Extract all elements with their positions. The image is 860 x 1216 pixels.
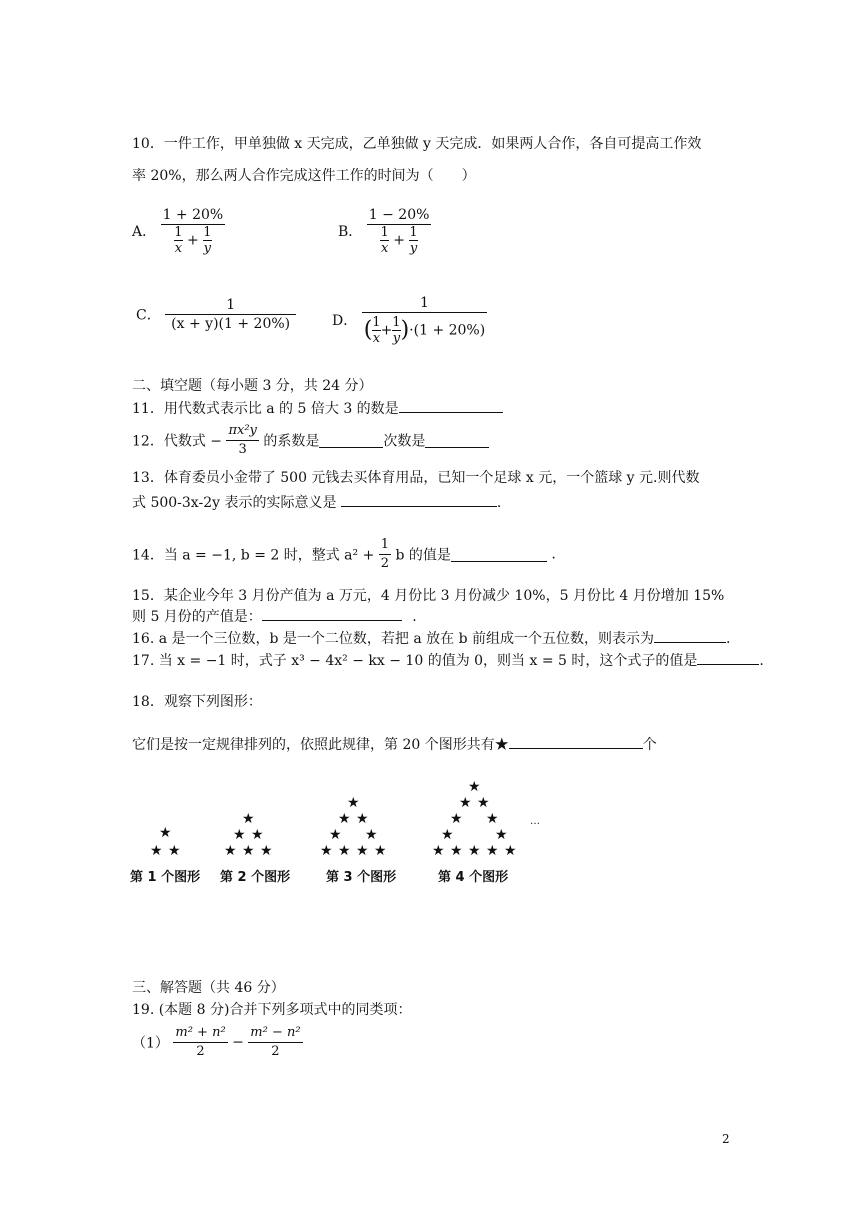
- star: ★: [486, 843, 499, 859]
- q12-denominator: 3: [226, 440, 258, 459]
- q18-text: 它们是按一定规律排列的，依照此规律，第 20 个图形共有★: [132, 737, 509, 753]
- option-c-fraction: [165, 296, 296, 333]
- inv-den: x: [372, 331, 381, 346]
- star: ★: [468, 843, 481, 859]
- inv-num: 1: [392, 315, 401, 330]
- q15-line1: 15．某企业今年 3 月份产值为 a 万元，4 月份比 3 月份减少 10%，5 月份比 4 月份增加 15%: [132, 588, 725, 604]
- q17: [132, 650, 764, 671]
- star: ★: [365, 827, 378, 843]
- figure-label-2: 第 2 个图形: [220, 870, 291, 885]
- q18-answer-blank[interactable]: [509, 734, 643, 749]
- option-c-numerator: 1: [226, 297, 236, 313]
- q13-line2: [132, 492, 501, 513]
- star: ★: [150, 843, 163, 859]
- q12-degree-blank[interactable]: [425, 433, 489, 448]
- q16-text: 16. a 是一个三位数，b 是一个二位数，若把 a 放在 b 前组成一个五位数，则表示为: [132, 631, 655, 647]
- q14-answer-blank[interactable]: [451, 547, 547, 562]
- q17-text: 17. 当 x = −1 时，式子 x³ − 4x² − kx − 10 的值为 0，则当 x = 5 时，这个式子的值是: [132, 653, 698, 669]
- q13-text: 式 500-3x-2y 表示的实际意义是: [132, 495, 337, 511]
- q16-answer-blank[interactable]: [654, 628, 726, 643]
- inv-den: y: [203, 241, 212, 256]
- plus-sign: +: [393, 232, 405, 249]
- option-b: [338, 206, 431, 256]
- option-a-label: A．: [132, 224, 157, 240]
- star: ★: [504, 843, 517, 859]
- star: ★: [450, 843, 463, 859]
- star: ★: [450, 811, 463, 827]
- star-figures: [128, 780, 538, 886]
- q14-numerator: 1: [380, 537, 390, 552]
- q16-period: .: [726, 631, 731, 647]
- q19-numerator-1: m² + n²: [175, 1025, 226, 1040]
- minus-sign: −: [232, 1034, 244, 1051]
- option-d-tail: ·(1 + 20%): [409, 322, 486, 339]
- star: ★: [338, 811, 351, 827]
- star: ★: [338, 843, 351, 859]
- option-c: [136, 296, 296, 333]
- q14-period: .: [551, 546, 556, 563]
- option-a-denominator: [161, 224, 226, 256]
- option-c-denominator: (x + y)(1 + 20%): [165, 314, 296, 333]
- inv-den: x: [380, 241, 389, 256]
- star: ★: [320, 843, 333, 859]
- q19-part1: [132, 1024, 303, 1061]
- q13-answer-blank[interactable]: [341, 492, 497, 507]
- option-a: [132, 206, 225, 256]
- inv-num: 1: [380, 225, 389, 240]
- option-d-numerator: 1: [419, 295, 429, 311]
- q10-line2: 率 20%，那么两人合作完成这件工作的时间为（ ）: [132, 168, 476, 184]
- inv-den: y: [409, 241, 418, 256]
- page-number: 2: [722, 1132, 730, 1146]
- q19-fraction-2: [248, 1024, 302, 1061]
- section-3-title: 三、解答题（共 46 分）: [132, 980, 285, 996]
- star: ★: [459, 795, 472, 811]
- q12-prefix: 12．代数式 −: [132, 433, 222, 450]
- inv-den: x: [174, 241, 183, 256]
- q17-period: .: [759, 653, 764, 669]
- q12-degree-label: 次数是: [383, 433, 426, 450]
- option-b-fraction: [367, 206, 432, 256]
- option-a-numerator: 1 + 20%: [162, 207, 224, 223]
- star: ★: [356, 811, 369, 827]
- q13-line1: 13．体育委员小金带了 500 元钱去买体育用品，已知一个足球 x 元，一个篮球 y 元.则代数: [132, 470, 700, 486]
- option-d-fraction: [362, 294, 488, 346]
- q12: [132, 422, 489, 459]
- option-c-label: C．: [136, 307, 161, 324]
- q12-coefficient-label: 的系数是: [263, 433, 320, 450]
- q19-numerator-2: m² − n²: [250, 1025, 301, 1040]
- figure-label-3: 第 3 个图形: [326, 870, 397, 885]
- star: ★: [242, 811, 255, 827]
- option-b-numerator: 1 − 20%: [368, 207, 430, 223]
- star: ★: [441, 827, 454, 843]
- q14: [132, 536, 556, 573]
- q15-period: .: [412, 609, 417, 625]
- q12-numerator: πx²y: [228, 423, 257, 438]
- q17-answer-blank[interactable]: [697, 650, 759, 665]
- q12-coefficient-blank[interactable]: [319, 433, 383, 448]
- q19-denominator-2: 2: [248, 1042, 302, 1061]
- q14-suffix: b 的值是: [395, 547, 451, 564]
- q19-text: 19. (本题 8 分)合并下列多项式中的同类项：: [132, 1002, 412, 1018]
- q14-denominator: 2: [380, 556, 390, 571]
- q18-title: 18．观察下列图形：: [132, 694, 262, 710]
- q19-fraction-1: [173, 1024, 227, 1061]
- q15-text: 则 5 月份的产值是：: [132, 609, 262, 625]
- plus-sign: +: [187, 232, 199, 249]
- q18-line2: [132, 734, 657, 755]
- option-b-label: B．: [338, 224, 363, 240]
- option-d-label: D．: [332, 313, 358, 329]
- inv-num: 1: [409, 225, 418, 240]
- q15-answer-blank[interactable]: [262, 606, 402, 621]
- star: ★: [356, 843, 369, 859]
- option-d-denominator: ( $\frac{1}{x}$ + $\frac{1}{y}$ )·(1 + 20%): [362, 312, 488, 346]
- q14-fraction: [379, 536, 391, 573]
- inv-num: 1: [372, 315, 381, 330]
- q12-fraction: [226, 422, 258, 459]
- star: ★: [495, 827, 508, 843]
- q11: [132, 398, 503, 419]
- option-d: [332, 294, 487, 346]
- plus-sign: +: [380, 322, 393, 339]
- star: ★: [260, 843, 273, 859]
- figure-label-4: 第 4 个图形: [438, 870, 509, 885]
- q19-part1-label: （1）: [132, 1035, 169, 1052]
- ellipsis: …: [530, 816, 540, 827]
- q11-text: 11．用代数式表示比 a 的 5 倍大 3 的数是: [132, 401, 399, 417]
- star: ★: [468, 779, 481, 795]
- inv-num: 1: [174, 225, 183, 240]
- star: ★: [329, 827, 342, 843]
- star: ★: [168, 843, 181, 859]
- star: ★: [486, 811, 499, 827]
- option-a-fraction: [161, 206, 226, 256]
- inv-num: 1: [203, 225, 212, 240]
- star: ★: [374, 843, 387, 859]
- star: ★: [224, 843, 237, 859]
- option-b-denominator: [367, 224, 432, 256]
- q18-unit: 个: [642, 737, 657, 753]
- q13-period: .: [496, 495, 502, 511]
- q16: [132, 628, 731, 649]
- star: ★: [242, 843, 255, 859]
- star: ★: [347, 795, 360, 811]
- star: ★: [432, 843, 445, 859]
- star: ★: [233, 827, 246, 843]
- q15-line2: [132, 606, 417, 627]
- figure-label-1: 第 1 个图形: [130, 870, 201, 885]
- q14-prefix: 14．当 a = −1, b = 2 时，整式 a² +: [132, 547, 375, 564]
- star: ★: [477, 795, 490, 811]
- section-2-title: 二、填空题（每小题 3 分，共 24 分）: [132, 378, 373, 394]
- q11-answer-blank[interactable]: [399, 398, 503, 413]
- star: ★: [159, 825, 172, 841]
- q19-denominator-1: 2: [173, 1042, 227, 1061]
- q10-line1: 10．一件工作，甲单独做 x 天完成，乙单独做 y 天完成．如果两人合作，各自可提高工作效: [132, 136, 702, 152]
- inv-den: y: [392, 331, 401, 346]
- star: ★: [251, 827, 264, 843]
